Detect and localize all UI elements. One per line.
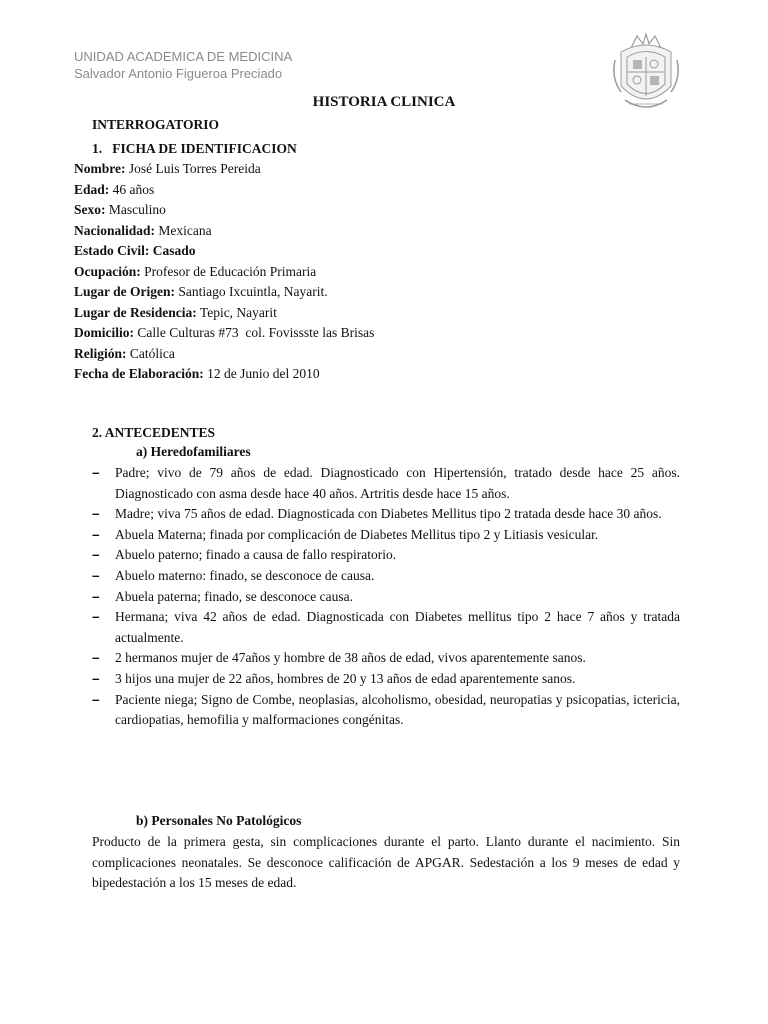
- field-label: Domicilio:: [74, 325, 134, 340]
- interrogatorio-heading: INTERROGATORIO: [92, 117, 220, 132]
- bullet-dash-icon: –: [92, 691, 100, 707]
- field-label: Sexo:: [74, 202, 106, 217]
- field-nacionalidad: [74, 222, 212, 240]
- list-item-text: Abuelo materno: finado, se desconoce de causa.: [115, 567, 375, 583]
- field-sexo: [74, 201, 166, 219]
- field-value: Calle Culturas #73 col. Fovissste las Brisas: [134, 325, 375, 340]
- field-value: Santiago Ixcuintla, Nayarit.: [175, 284, 328, 299]
- field-value: José Luis Torres Pereida: [125, 161, 261, 176]
- list-item: [92, 504, 680, 525]
- field-fecha-elaboracion: [74, 365, 320, 383]
- field-edad: [74, 181, 154, 199]
- field-label: Edad:: [74, 182, 110, 197]
- field-label: Nombre:: [74, 161, 126, 176]
- field-value: Tepic, Nayarit: [196, 305, 277, 320]
- bullet-dash-icon: –: [92, 526, 100, 542]
- list-item-text: Madre; viva 75 años de edad. Diagnosticada con Diabetes Mellitus tipo 2 tratada desde hace 30 años.: [115, 506, 662, 522]
- list-item-text: Abuela Materna; finada por complicación de Diabetes Mellitus tipo 2 y Litiasis vesicular.: [115, 526, 599, 542]
- field-label: Estado Civil:: [74, 243, 150, 258]
- list-item-text: 2 hermanos mujer de 47años y hombre de 38 años de edad, vivos aparentemente sanos.: [115, 650, 586, 666]
- field-ocupacion: [74, 263, 316, 281]
- list-item-text: 3 hijos una mujer de 22 años, hombres de 20 y 13 años de edad aparentemente sanos.: [115, 670, 576, 686]
- field-label: Nacionalidad:: [74, 223, 156, 238]
- antecedentes-heading: 2. ANTECEDENTES: [92, 425, 216, 440]
- list-item: [92, 607, 680, 648]
- heredofamiliares-list: [92, 463, 680, 731]
- list-item-text: Hermana; viva 42 años de edad. Diagnosticada con Diabetes mellitus tipo 2 hace 7 años y tratada actualmente.: [115, 609, 680, 645]
- list-item-text: Abuelo paterno; finado a causa de fallo respiratorio.: [115, 547, 397, 563]
- field-label: Lugar de Residencia:: [74, 305, 197, 320]
- document-title: HISTORIA CLINICA: [312, 94, 456, 110]
- bullet-dash-icon: –: [92, 609, 100, 625]
- personales-no-patologicos-text: Producto de la primera gesta, sin complicaciones durante el parto. Llanto durante el nacimiento. Sin complicaciones neonatales. Se desconoce calificación de APGAR. Sedestación a los 9 meses de edad y bipedestación a los 15 meses de edad.: [92, 834, 680, 891]
- field-domicilio: [74, 324, 374, 342]
- list-item: [92, 690, 680, 731]
- field-value: 12 de Junio del 2010: [203, 366, 320, 381]
- field-value: 46 años: [109, 182, 155, 197]
- personales-no-patologicos-heading: b) Personales No Patológicos: [136, 813, 302, 828]
- list-item: [92, 669, 680, 690]
- ficha-heading: 1. FICHA DE IDENTIFICACION: [92, 141, 297, 156]
- field-value: Profesor de Educación Primaria: [140, 264, 317, 279]
- field-label: Fecha de Elaboración:: [74, 366, 204, 381]
- field-label: Religión:: [74, 346, 127, 361]
- list-item: [92, 648, 680, 669]
- list-item: [92, 587, 680, 608]
- field-label: Ocupación:: [74, 264, 141, 279]
- field-estado-civil: [74, 242, 196, 260]
- institution-name: UNIDAD ACADEMICA DE MEDICINA: [74, 49, 293, 64]
- field-nombre: [74, 160, 261, 178]
- bullet-dash-icon: –: [92, 650, 100, 666]
- bullet-dash-icon: –: [92, 567, 100, 583]
- list-item: [92, 525, 680, 546]
- bullet-dash-icon: –: [92, 670, 100, 686]
- field-value: Mexicana: [155, 223, 212, 238]
- field-value: Masculino: [105, 202, 166, 217]
- field-value: Casado: [149, 243, 196, 258]
- list-item: [92, 566, 680, 587]
- field-value: Católica: [126, 346, 175, 361]
- bullet-dash-icon: –: [92, 547, 100, 563]
- field-label: Lugar de Origen:: [74, 284, 175, 299]
- list-item: [92, 463, 680, 504]
- bullet-dash-icon: –: [92, 506, 100, 522]
- heredofamiliares-heading: a) Heredofamiliares: [136, 444, 251, 459]
- list-item: [92, 545, 680, 566]
- author-name: Salvador Antonio Figueroa Preciado: [74, 66, 283, 81]
- list-item-text: Abuela paterna; finado, se desconoce causa.: [115, 588, 354, 604]
- institution-header: [74, 48, 292, 82]
- field-religion: [74, 345, 175, 363]
- bullet-dash-icon: –: [92, 465, 100, 480]
- bullet-dash-icon: –: [92, 588, 100, 604]
- list-item-text: Paciente niega; Signo de Combe, neoplasias, alcoholismo, obesidad, neuropatias y psicopatias, ictericia, cardiopatias, hemofilia y malformaciones congénitas.: [115, 691, 680, 728]
- list-item-text: Padre; vivo de 79 años de edad. Diagnosticado con Hipertensión, tratado desde hace 25 años. Diagnosticado con asma desde hace 40 años. Artritis desde hace 15 años.: [115, 465, 680, 501]
- field-lugar-residencia: [74, 304, 277, 322]
- field-lugar-origen: [74, 283, 328, 301]
